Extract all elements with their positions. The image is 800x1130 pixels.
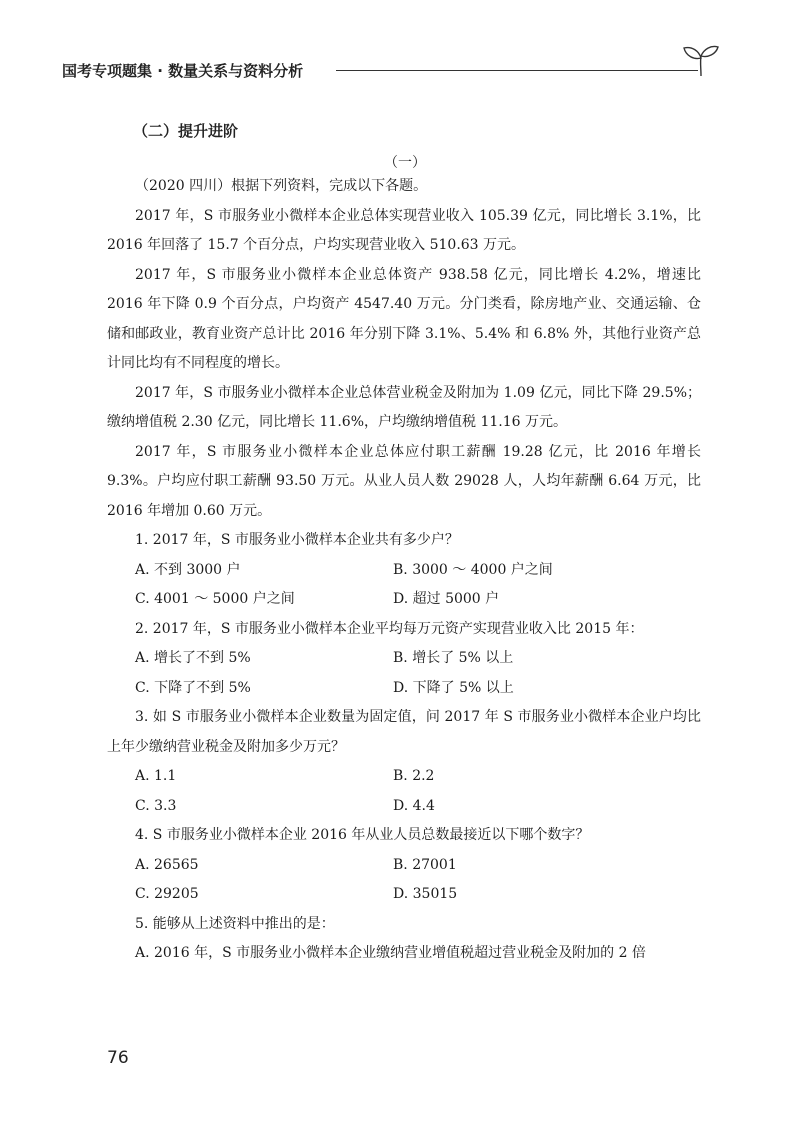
option-c: C. 下降了不到 5% — [135, 679, 251, 696]
question-1-options-row-1 — [107, 556, 701, 586]
material-paragraph-4: 2017 年，S 市服务业小微样本企业总体应付职工薪酬 19.28 亿元，比 2016 年增长 9.3%。户均应付职工薪酬 93.50 万元。从业人员人数 29028 人，人均年薪酬 6.64 万元，比 2016 年增加 0.60 万元。 — [107, 443, 701, 519]
question-4-options-row-2 — [107, 880, 701, 910]
page-number: 76 — [107, 1048, 129, 1068]
question-2-options-row-1 — [107, 644, 701, 674]
option-c: C. 29205 — [135, 886, 199, 902]
option-a: A. 26565 — [135, 856, 199, 873]
option-a: A. 增长了不到 5% — [135, 650, 251, 666]
sprout-icon — [680, 42, 722, 76]
question-3-text: 3. 如 S 市服务业小微样本企业数量为固定值，问 2017 年 S 市服务业小微样本企业户均比上年少缴纳营业税金及附加多少万元？ — [107, 709, 701, 755]
option-d: D. 35015 — [393, 886, 458, 902]
question-1-options-row-2 — [107, 585, 701, 615]
material-paragraph-2: 2017 年，S 市服务业小微样本企业总体资产 938.58 亿元，同比增长 4.2%，增速比 2016 年下降 0.9 个百分点，户均资产 4547.40 万元。分门类看，除房地产业、交通运输、仓储和邮政业，教育业资产总计比 2016 年分别下降 3.1%、5.4% 和 6.8% 外，其他行业资产总计同比均有不同程度的增长。 — [107, 266, 701, 371]
question-1: 1. 2017 年，S 市服务业小微样本企业共有多少户？ — [135, 532, 459, 548]
question-3-options-row-2 — [107, 792, 701, 822]
section-heading: （二）提升进阶 — [133, 122, 239, 140]
question-5-option-a: A. 2016 年，S 市服务业小微样本企业缴纳营业增值税超过营业税金及附加的 2 倍 — [135, 945, 646, 961]
option-a: A. 不到 3000 户 — [135, 561, 241, 578]
question-5: 5. 能够从上述资料中推出的是： — [135, 915, 335, 932]
header-rule — [336, 70, 698, 71]
question-2-options-row-2 — [107, 674, 701, 704]
question-2: 2. 2017 年，S 市服务业小微样本企业平均每万元资产实现营业收入比 2015 年： — [135, 620, 644, 637]
option-d: D. 超过 5000 户 — [393, 591, 500, 607]
intro-line: （2020 四川）根据下列资料，完成以下各题。 — [135, 178, 428, 194]
material-paragraph-1: 2017 年，S 市服务业小微样本企业总体实现营业收入 105.39 亿元，同比增长 3.1%，比 2016 年回落了 15.7 个百分点，户均实现营业收入 510.63 万元。 — [107, 207, 701, 253]
option-d: D. 下降了 5% 以上 — [393, 679, 514, 696]
question-3-options-row-1 — [107, 762, 701, 792]
question-4: 4. S 市服务业小微样本企业 2016 年从业人员总数最接近以下哪个数字？ — [135, 827, 590, 843]
subsection-number: （一） — [384, 155, 426, 171]
question-3 — [107, 703, 701, 762]
main-content — [107, 172, 701, 969]
option-c: C. 3.3 — [135, 797, 177, 814]
option-b: B. 27001 — [393, 856, 457, 873]
option-b: B. 3000 ～ 4000 户之间 — [393, 561, 553, 578]
option-d: D. 4.4 — [393, 797, 435, 814]
question-4-options-row-1 — [107, 851, 701, 881]
option-a: A. 1.1 — [135, 768, 177, 784]
option-b: B. 2.2 — [393, 768, 435, 784]
book-title: 国考专项题集 · 数量关系与资料分析 — [62, 62, 304, 80]
option-b: B. 增长了 5% 以上 — [393, 650, 514, 666]
option-c: C. 4001 ～ 5000 户之间 — [135, 591, 295, 607]
running-header — [62, 42, 722, 82]
material-paragraph-3: 2017 年，S 市服务业小微样本企业总体营业税金及附加为 1.09 亿元，同比下降 29.5%；缴纳增值税 2.30 亿元，同比增长 11.6%，户均缴纳增值税 11.16 万元。 — [107, 384, 701, 430]
